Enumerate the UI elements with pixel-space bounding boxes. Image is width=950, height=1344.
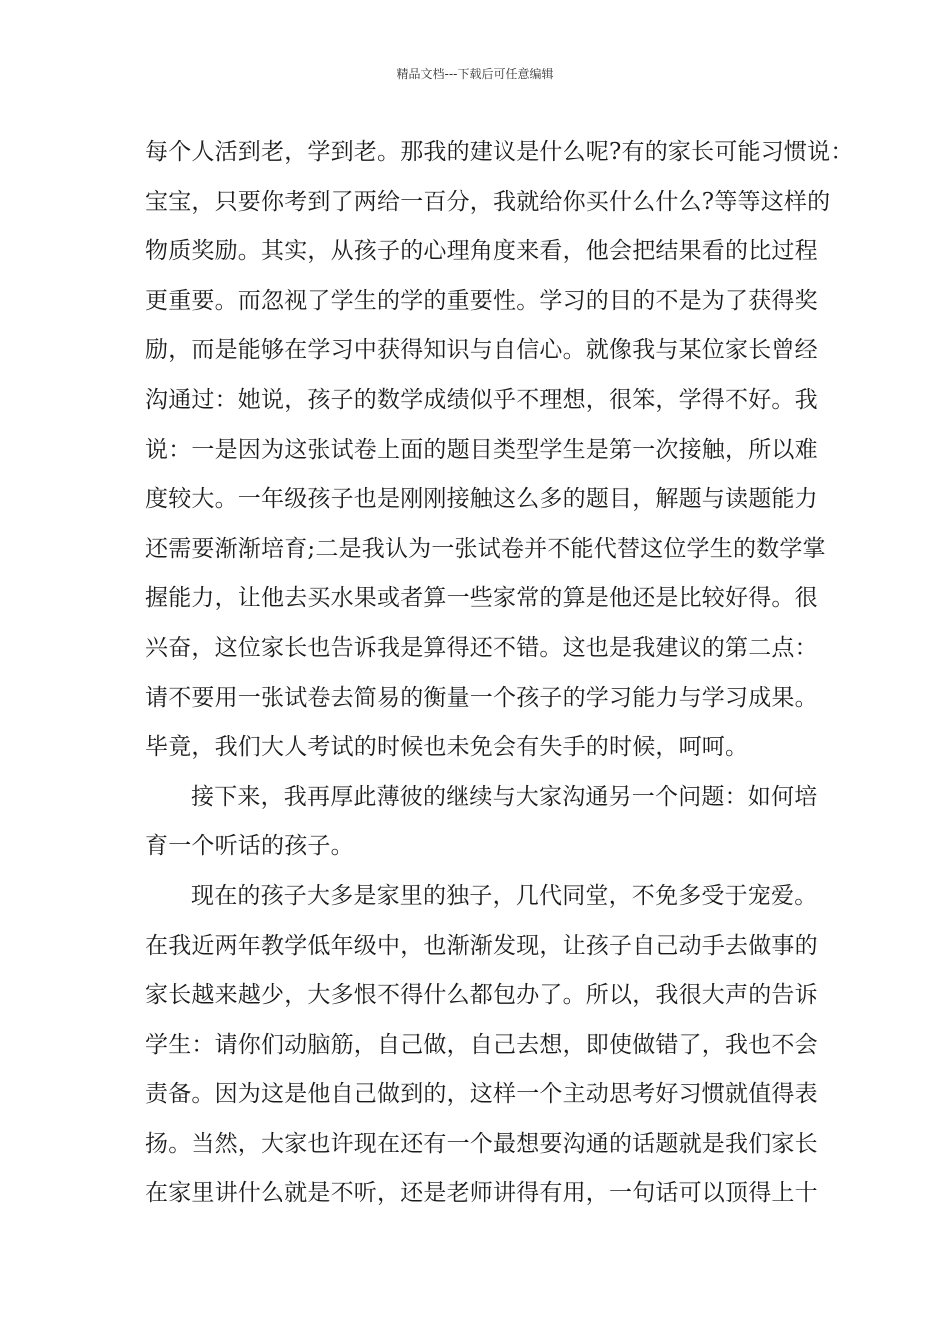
text-line: 毕竟，我们大人考试的时候也未免会有失手的时候，呵呵。 bbox=[145, 734, 749, 761]
text-line: 沟通过：她说，孩子的数学成绩似乎不理想，很笨，学得不好。我 bbox=[145, 386, 818, 413]
text-line: 更重要。而忽视了学生的学的重要性。学习的目的不是为了获得奖 bbox=[145, 287, 818, 314]
text-line: 育一个听话的孩子。 bbox=[145, 833, 354, 860]
text-line: 学生：请你们动脑筋，自己做，自己去想，即使做错了，我也不会 bbox=[145, 1031, 818, 1058]
text-line: 说：一是因为这张试卷上面的题目类型学生是第一次接触，所以难 bbox=[145, 436, 818, 463]
paragraph-start-line: 现在的孩子大多是家里的独子，几代同堂，不免多受于宠爱。 bbox=[191, 882, 818, 909]
text-line: 请不要用一张试卷去简易的衡量一个孩子的学习能力与学习成果。 bbox=[145, 684, 818, 711]
text-line: 度较大。一年级孩子也是刚刚接触这么多的题目，解题与读题能力 bbox=[145, 486, 818, 513]
text-line: 在我近两年教学低年级中，也渐渐发现，让孩子自己动手去做事的 bbox=[145, 932, 818, 959]
page-header: 精品文档---下载后可任意编辑 bbox=[396, 67, 554, 81]
text-line: 物质奖励。其实，从孩子的心理角度来看，他会把结果看的比过程 bbox=[145, 238, 818, 265]
text-line: 励，而是能够在学习中获得知识与自信心。就像我与某位家长曾经 bbox=[145, 337, 818, 364]
text-line: 握能力，让他去买水果或者算一些家常的算是他还是比较好得。很 bbox=[145, 585, 818, 612]
text-line: 每个人活到老，学到老。那我的建议是什么呢?有的家长可能习惯说： bbox=[145, 139, 854, 165]
paragraph-start-line: 接下来，我再厚此薄彼的继续与大家沟通另一个问题：如何培 bbox=[191, 783, 818, 810]
text-line: 责备。因为这是他自己做到的，这样一个主动思考好习惯就值得表 bbox=[145, 1081, 818, 1108]
text-line: 宝宝，只要你考到了两给一百分，我就给你买什么什么?等等这样的 bbox=[145, 188, 831, 215]
text-line: 扬。当然，大家也许现在还有一个最想要沟通的话题就是我们家长 bbox=[145, 1130, 818, 1157]
text-line: 还需要渐渐培育;二是我认为一张试卷并不能代替这位学生的数学掌 bbox=[145, 535, 826, 562]
text-line: 兴奋，这位家长也告诉我是算得还不错。这也是我建议的第二点： bbox=[145, 634, 818, 661]
text-line: 在家里讲什么就是不听，还是老师讲得有用，一句话可以顶得上十 bbox=[145, 1180, 818, 1207]
body-text bbox=[145, 128, 854, 1219]
text-line: 家长越来越少，大多恨不得什么都包办了。所以，我很大声的告诉 bbox=[145, 982, 818, 1009]
